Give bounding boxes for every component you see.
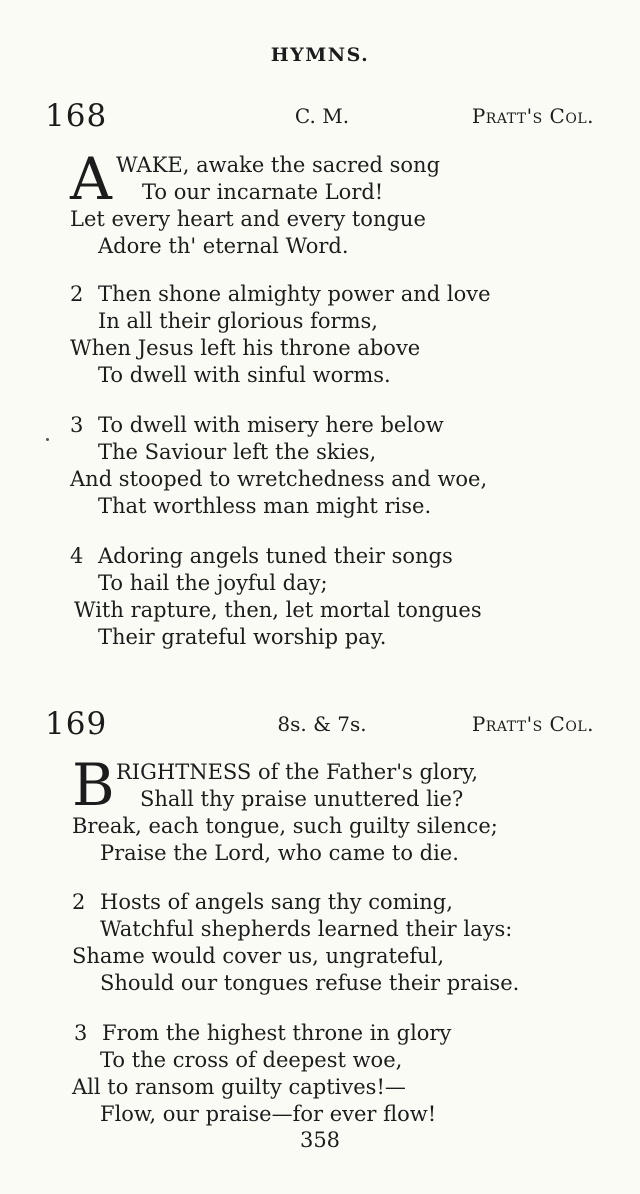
drop-cap: A [70,145,112,213]
verse-line: In all their glorious forms, [98,309,378,333]
verse-line: Adore th' eternal Word. [98,234,349,258]
hymn-source: Pratt's Col. [471,104,594,128]
hymn-header [0,98,640,138]
hymn-source: Pratt's Col. [471,712,594,736]
verse-number: 4 [70,544,84,568]
drop-cap: B [72,751,115,819]
hymn-number: 168 [45,98,108,134]
verse-line: Shall thy praise unuttered lie? [140,787,464,811]
verse-line: With rapture, then, let mortal tongues [74,598,482,622]
verse-line: Break, each tongue, such guilty silence; [72,814,498,838]
verse-line: 4 Adoring angels tuned their songs [70,544,453,568]
verse-line: Flow, our praise—for ever flow! [100,1102,437,1126]
verse-line: WAKE, awake the sacred song [116,153,441,177]
verse-line: Let every heart and every tongue [70,207,426,231]
print-speck [46,438,49,441]
verse-line: 2 Then shone almighty power and love [70,282,491,306]
verse-line: To dwell with sinful worms. [98,363,391,387]
verse-line: Their grateful worship pay. [98,625,387,649]
verse-number: 2 [70,282,84,306]
verse-line: RIGHTNESS of the Father's glory, [116,760,479,784]
verse-line: To our incarnate Lord! [142,180,384,204]
verse-line: Shame would cover us, ungrateful, [72,944,445,968]
verse-line: 3 To dwell with misery here below [70,413,444,437]
page-number: 358 [299,1128,341,1152]
verse-line: All to ransom guilty captives!— [72,1075,406,1099]
verse-line: The Saviour left the skies, [98,440,377,464]
verse-number: 2 [72,890,86,914]
verse-line: Watchful shepherds learned their lays: [100,917,513,941]
hymn-meter: C. M. [294,104,350,128]
hymn-number: 169 [45,706,108,742]
verse-line: Praise the Lord, who came to die. [100,841,459,865]
verse-line: When Jesus left his throne above [70,336,421,360]
verse-line: Should our tongues refuse their praise. [100,971,520,995]
hymn-meter: 8s. & 7s. [277,712,367,736]
verse-number: 3 [70,413,84,437]
verse-line: To hail the joyful day; [98,571,328,595]
verse-line: And stooped to wretchedness and woe, [70,467,488,491]
verse-number: 3 [74,1021,88,1045]
verse-line: To the cross of deepest woe, [100,1048,403,1072]
verse-line: 3 From the highest throne in glory [74,1021,452,1045]
verse-line: 2 Hosts of angels sang thy coming, [72,890,453,914]
verse-line: That worthless man might rise. [98,494,432,518]
running-head: HYMNS. [270,44,370,66]
hymn-header [0,706,640,746]
